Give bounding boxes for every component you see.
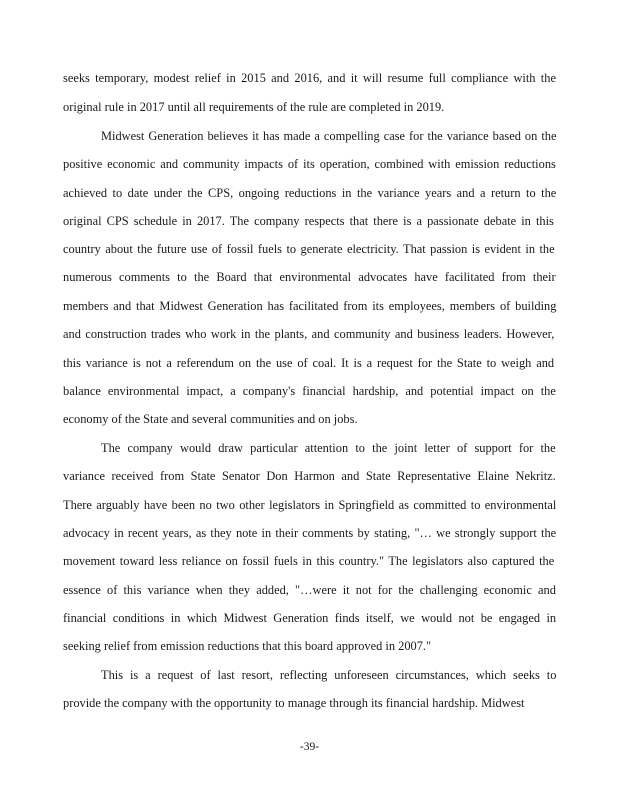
- text-line: and construction trades who work in the plants, and community and business leaders. However,: [63, 327, 555, 341]
- paragraph-start-line: This is a request of last resort, reflecting unforeseen circumstances, which seeks to: [101, 668, 557, 682]
- text-line: this variance is not a referendum on the use of coal. It is a request for the State to weigh and: [63, 356, 555, 370]
- text-line: numerous comments to the Board that environmental advocates have facilitated from their: [63, 270, 556, 284]
- page-number: -39-: [299, 741, 320, 753]
- text-line: essence of this variance when they added, "…were it not for the challenging economic and: [63, 583, 556, 597]
- text-line: variance received from State Senator Don Harmon and State Representative Elaine Nekritz.: [63, 469, 556, 483]
- text-line: movement toward less reliance on fossil fuels in this country." The legislators also captured the: [63, 554, 555, 568]
- text-line: seeks temporary, modest relief in 2015 and 2016, and it will resume full compliance with the: [63, 71, 556, 85]
- text-line: members and that Midwest Generation has facilitated from its employees, members of building: [63, 299, 557, 313]
- text-line: There arguably have been no two other legislators in Springfield as committed to environmental: [63, 498, 557, 512]
- text-line: country about the future use of fossil fuels to generate electricity. That passion is evident in the: [63, 242, 555, 256]
- text-line: original rule in 2017 until all requirements of the rule are completed in 2019.: [63, 100, 445, 114]
- text-line: original CPS schedule in 2017. The company respects that there is a passionate debate in this: [63, 214, 554, 228]
- text-line: advocacy in recent years, as they note in their comments by stating, "… we strongly support the: [63, 526, 557, 540]
- text-line: provide the company with the opportunity to manage through its financial hardship. Midwest: [63, 696, 525, 710]
- text-line: seeking relief from emission reductions that this board approved in 2007.": [63, 639, 432, 653]
- text-line: achieved to date under the CPS, ongoing reductions in the variance years and a return to the: [63, 186, 557, 200]
- text-line: balance environmental impact, a company's financial hardship, and potential impact on the: [63, 384, 556, 398]
- text-line: financial conditions in which Midwest Generation finds itself, we would not be engaged in: [63, 611, 557, 625]
- text-line: economy of the State and several communities and on jobs.: [63, 412, 358, 426]
- paragraph-start-line: Midwest Generation believes it has made a compelling case for the variance based on the: [101, 129, 557, 143]
- text-line: positive economic and community impacts of its operation, combined with emission reductions: [63, 157, 556, 171]
- paragraph-start-line: The company would draw particular attention to the joint letter of support for the: [101, 441, 556, 455]
